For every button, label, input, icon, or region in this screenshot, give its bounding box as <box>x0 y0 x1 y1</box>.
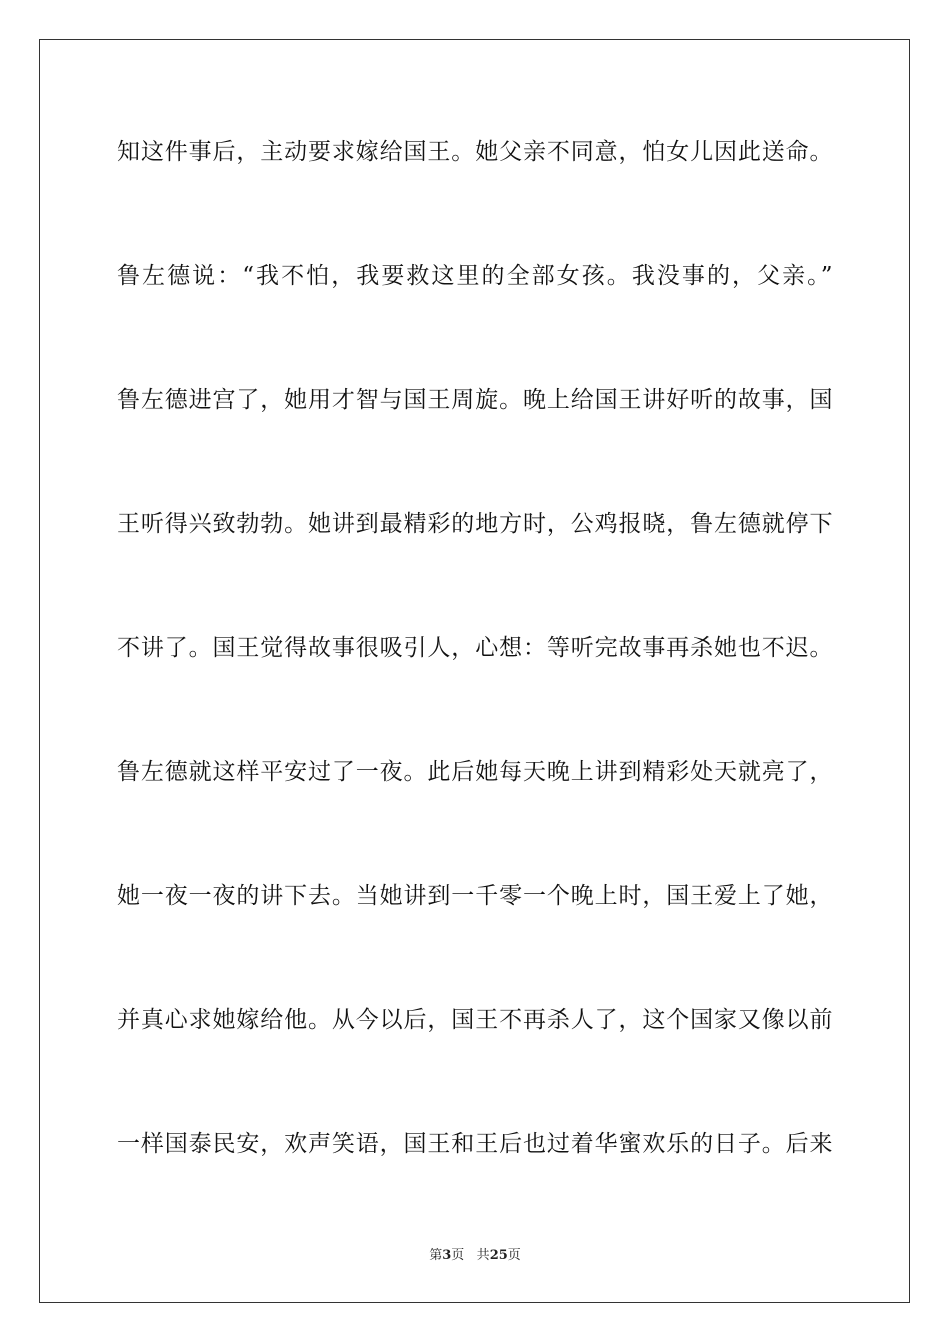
page-label-prefix: 第 <box>429 1248 443 1263</box>
total-label-prefix: 共 <box>476 1248 490 1263</box>
body-text-line: 鲁左德就这样平安过了一夜。此后她每天晚上讲到精彩处天就亮了， <box>117 759 833 785</box>
page-border <box>39 39 910 1303</box>
page-number: 3 <box>442 1248 452 1263</box>
body-text-line: 不讲了。国王觉得故事很吸引人，心想：等听完故事再杀她也不迟。 <box>117 635 833 661</box>
body-text-line: 一样国泰民安，欢声笑语，国王和王后也过着华蜜欢乐的日子。后来 <box>117 1131 833 1157</box>
body-text-line: 并真心求她嫁给他。从今以后，国王不再杀人了，这个国家又像以前 <box>117 1007 833 1033</box>
body-text-line: 知这件事后，主动要求嫁给国王。她父亲不同意，怕女儿因此送命。 <box>117 139 833 165</box>
total-label-suffix: 页 <box>507 1248 521 1263</box>
body-text-line: 她一夜一夜的讲下去。当她讲到一千零一个晚上时，国王爱上了她， <box>117 883 833 909</box>
body-text-line: 王听得兴致勃勃。她讲到最精彩的地方时，公鸡报晓，鲁左德就停下 <box>117 511 833 537</box>
page-label-suffix: 页 <box>451 1248 465 1263</box>
total-pages: 25 <box>489 1248 508 1263</box>
page-footer <box>0 1247 950 1265</box>
body-text-line: 鲁左德说：“我不怕，我要救这里的全部女孩。我没事的，父亲。” <box>117 263 833 289</box>
body-text-line: 鲁左德进宫了，她用才智与国王周旋。晚上给国王讲好听的故事，国 <box>117 387 833 413</box>
